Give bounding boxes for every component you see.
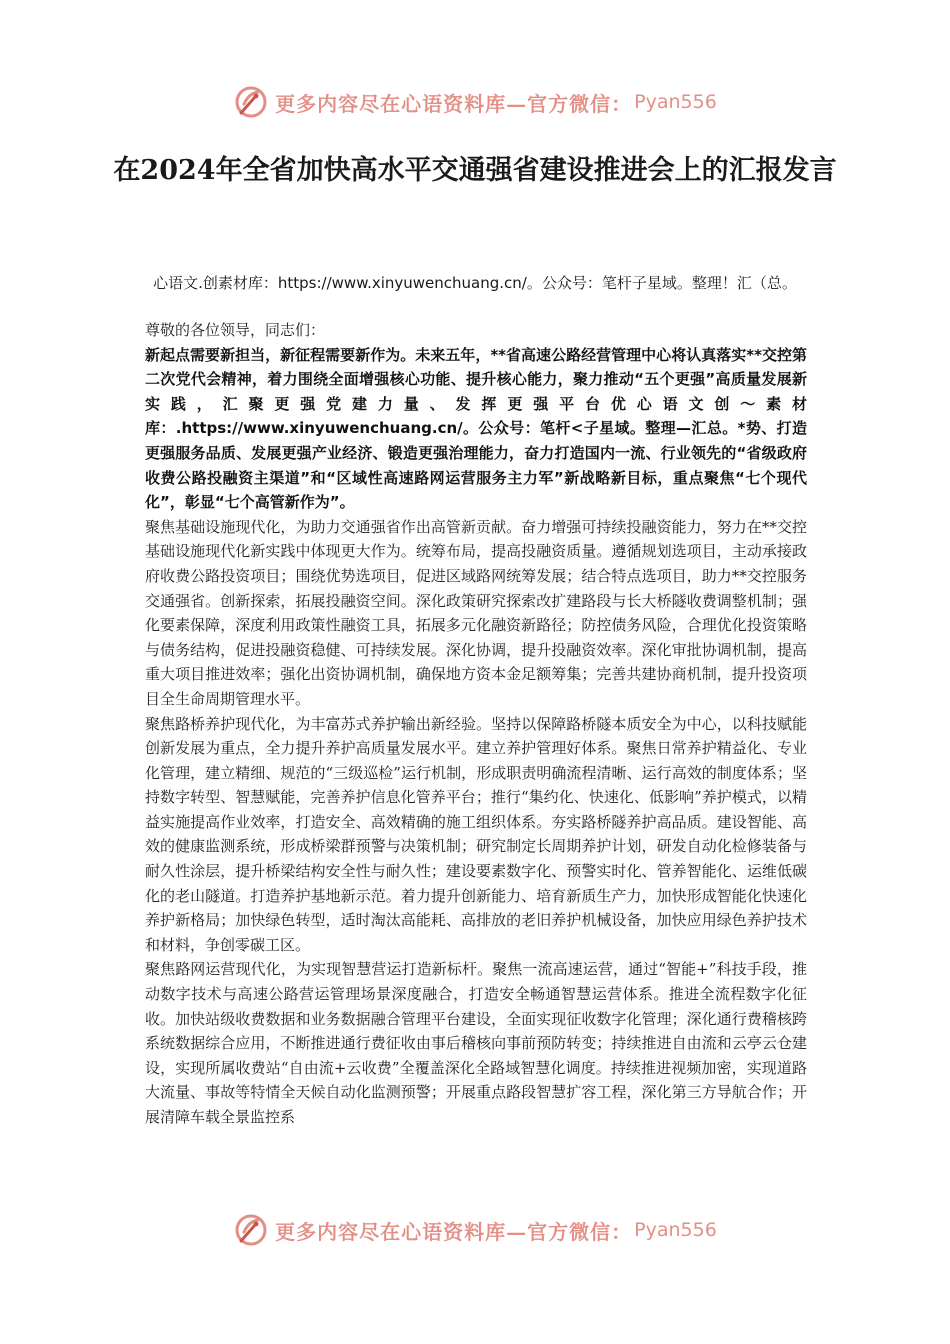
body-paragraph: 聚焦基础设施现代化，为助力交通强省作出高管新贡献。奋力增强可持续投融资能力，努力在**交控基础设施现代化新实践中体现更大作为。统筹布局，提高投融资质量。遵循规划选项目，主动承接政府收费公路投资项目；围绕优势选项目，促进区域路网统筹发展；结合特点选项目，助力**交控服务交通强省。创新探索，拓展投融资空间。深化政策研究探索改扩建路段与长大桥隧收费调整机制；强化要素保障，深度利用政策性融资工具，拓展多元化融资新路径；防控债务风险，合理优化投资策略与债务结构，促进投融资稳健、可持续发展。深化协调，提升投融资效率。深化审批协调机制，提高重大项目推进效率；强化出资协调机制，确保地方资本金足额筹集；完善共建协商机制，提升投资项目全生命周期管理水平。 (145, 517, 807, 708)
brush-logo-icon (233, 84, 269, 120)
watermark-wechat-id: Pyan556 (634, 1219, 717, 1241)
body-paragraph: 聚焦路网运营现代化，为实现智慧营运打造新标杆。聚焦一流高速运营，通过“智能+”科技手段，推动数字技术与高速公路营运管理场景深度融合，打造安全畅通智慧运营体系。推进全流程数字化征收。加快站级收费数据和业务数据融合管理平台建设，全面实现征收数字化管理；深化通行费稽核跨系统数据综合应用，不断推进通行费征收由事后稽核向事前预防转变；持续推进自由流和云亭云仓建设，实现所属收费站“自由流+云收费”全覆盖深化全路域智慧化调度。持续推进视频加密，实现道路大流量、事故等特情全天候自动化监测预警；开展重点路段智慧扩容工程，深化第三方导航合作；开展清障车载全景监控系 (145, 960, 807, 1126)
source-line: 心语文.创素材库：https://www.xinyuwenchuang.cn/。公众号：笔杆子星域。整理！汇（总。 (153, 274, 797, 292)
watermark-text: 更多内容尽在心语资料库—官方微信： (275, 1219, 633, 1244)
body-paragraph: 聚焦路桥养护现代化，为丰富苏式养护输出新经验。坚持以保障路桥隧本质安全为中心，以科技赋能创新发展为重点，全力提升养护高质量发展水平。建立养护管理好体系。聚焦日常养护精益化、专业化管理，建立精细、规范的“三级巡检”运行机制，形成职责明确流程清晰、运行高效的制度体系；坚持数字转型、智慧赋能，完善养护信息化管养平台；推行“集约化、快速化、低影响”养护模式，以精益实施提高作业效率，打造安全、高效精确的施工组织体系。夯实路桥隧养护高品质。建设智能、高效的健康监测系统，形成桥梁群预警与决策机制；研究制定长周期养护计划，研发自动化检修装备与耐久性涂层，提升桥梁结构安全性与耐久性；建设要素数字化、预警实时化、管养智能化、运维低碳化的老山隧道。打造养护基地新示范。着力提升创新能力、培育新质生产力，加快形成智能化快速化养护新格局；加快绿色转型，适时淘汰高能耗、高排放的老旧养护机械设备，加快应用绿色养护技术和材料，争创零碳工区。 (145, 714, 807, 954)
document-body (145, 318, 807, 1130)
watermark-wechat-id: Pyan556 (634, 91, 717, 113)
salutation: 尊敬的各位领导，同志们： (145, 321, 326, 339)
watermark-banner-bottom (0, 1208, 950, 1252)
document-title: 在2024年全省加快高水平交通强省建设推进会上的汇报发言 (113, 155, 837, 186)
brush-logo-icon (233, 1212, 269, 1248)
watermark-text: 更多内容尽在心语资料库—官方微信： (275, 91, 633, 116)
intro-paragraph: 新起点需要新担当，新征程需要新作为。未来五年，**省高速公路经营管理中心将认真落实**交控第二次党代会精神，着力围绕全面增强核心功能、提升核心能力，聚力推动“五个更强”高质量发展新实践，汇聚更强党建力量、发挥更强平台优心语文创～素材库：.https://www.xinyuwenchuang.cn/。公众号：笔杆<子星域。整理—汇总。*势、打造更强服务品质、发展更强产业经济、锻造更强治理能力，奋力打造国内一流、行业领先的“省级政府收费公路投融资主渠道”和“区域性高速路网运营服务主力军”新战略新目标，重点聚焦“七个现代化”，彰显“七个高管新作为”。 (145, 345, 807, 512)
watermark-banner-top (0, 80, 950, 124)
